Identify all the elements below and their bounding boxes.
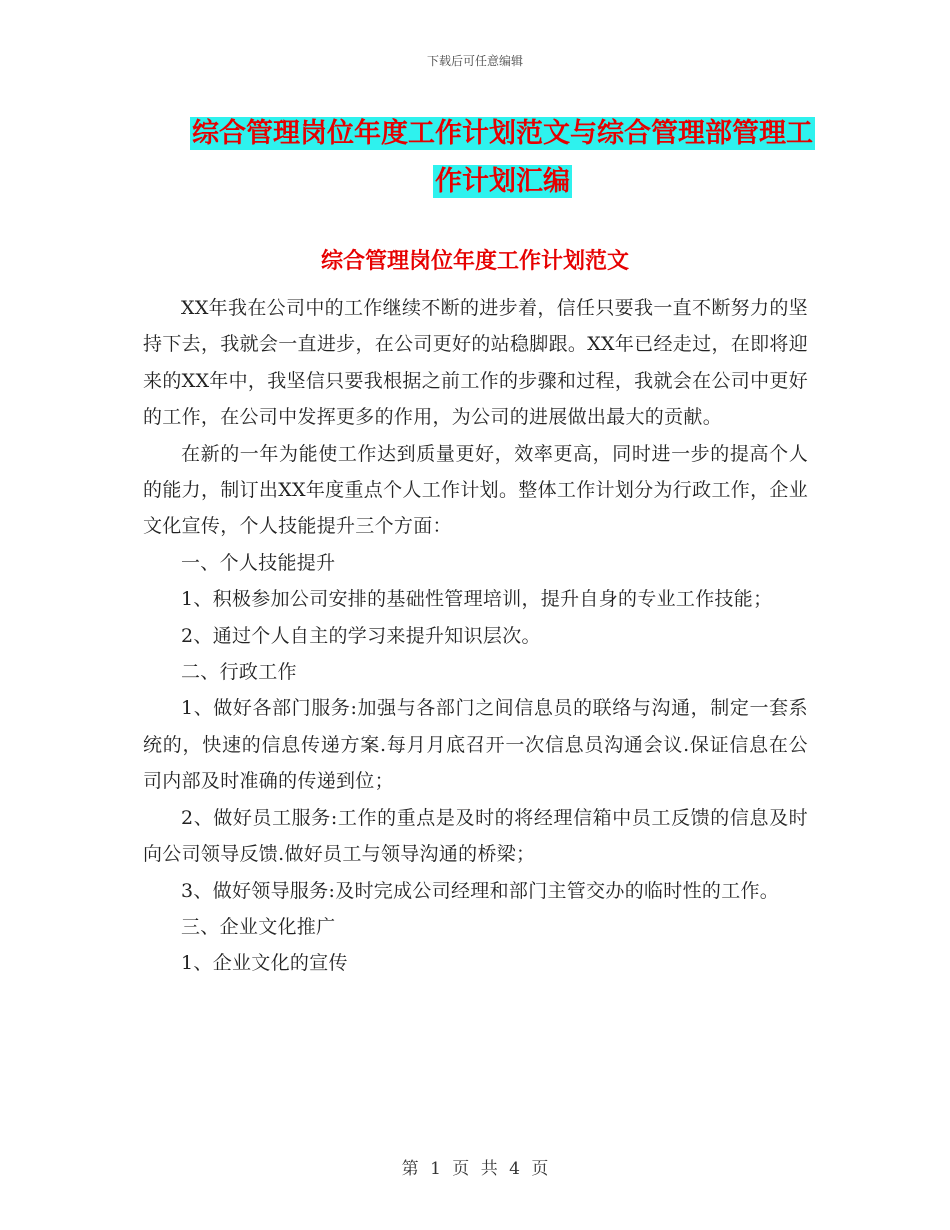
body-text	[143, 290, 808, 982]
header-note: 下载后可任意编辑	[426, 54, 523, 68]
document-title-line-2: 作计划汇编	[435, 166, 570, 197]
list-item: 3、做好领导服务:及时完成公司经理和部门主管交办的临时性的工作。	[181, 879, 780, 902]
heading-item: 三、企业文化推广	[181, 915, 336, 938]
list-item: 2、做好员工服务:工作的重点是及时的将经理信箱中员工反馈的信息及时向公司领导反馈.做好员工与领导沟通的桥梁；	[143, 806, 808, 866]
paragraph: 在新的一年为能使工作达到质量更好，效率更高，同时进一步的提高个人的能力，制订出XX年度重点个人工作计划。整体工作计划分为行政工作，企业文化宣传，个人技能提升三个方面：	[143, 442, 808, 538]
heading-item: 一、个人技能提升	[181, 551, 336, 574]
section-title: 综合管理岗位年度工作计划范文	[320, 249, 629, 274]
list-item: 1、积极参加公司安排的基础性管理培训，提升自身的专业工作技能；	[181, 588, 773, 611]
document-title-line-1: 综合管理岗位年度工作计划范文与综合管理部管理工	[192, 118, 813, 149]
paragraph: XX年我在公司中的工作继续不断的进步着，信任只要我一直不断努力的坚持下去，我就会一直进步，在公司更好的站稳脚跟。XX年已经走过，在即将迎来的XX年中，我坚信只要我根据之前工作的步骤和过程，我就会在公司中更好的工作，在公司中发挥更多的作用，为公司的进展做出最大的贡献。	[143, 297, 808, 429]
document-title	[190, 110, 815, 206]
list-item: 1、企业文化的宣传	[181, 952, 348, 975]
heading-item: 二、行政工作	[181, 661, 297, 684]
page-number: 第 1 页 共 4 页	[401, 1159, 549, 1179]
list-item: 2、通过个人自主的学习来提升知识层次。	[181, 624, 541, 647]
list-item: 1、做好各部门服务:加强与各部门之间信息员的联络与沟通，制定一套系统的，快速的信息传递方案.每月月底召开一次信息员沟通会议.保证信息在公司内部及时准确的传递到位；	[143, 697, 808, 793]
